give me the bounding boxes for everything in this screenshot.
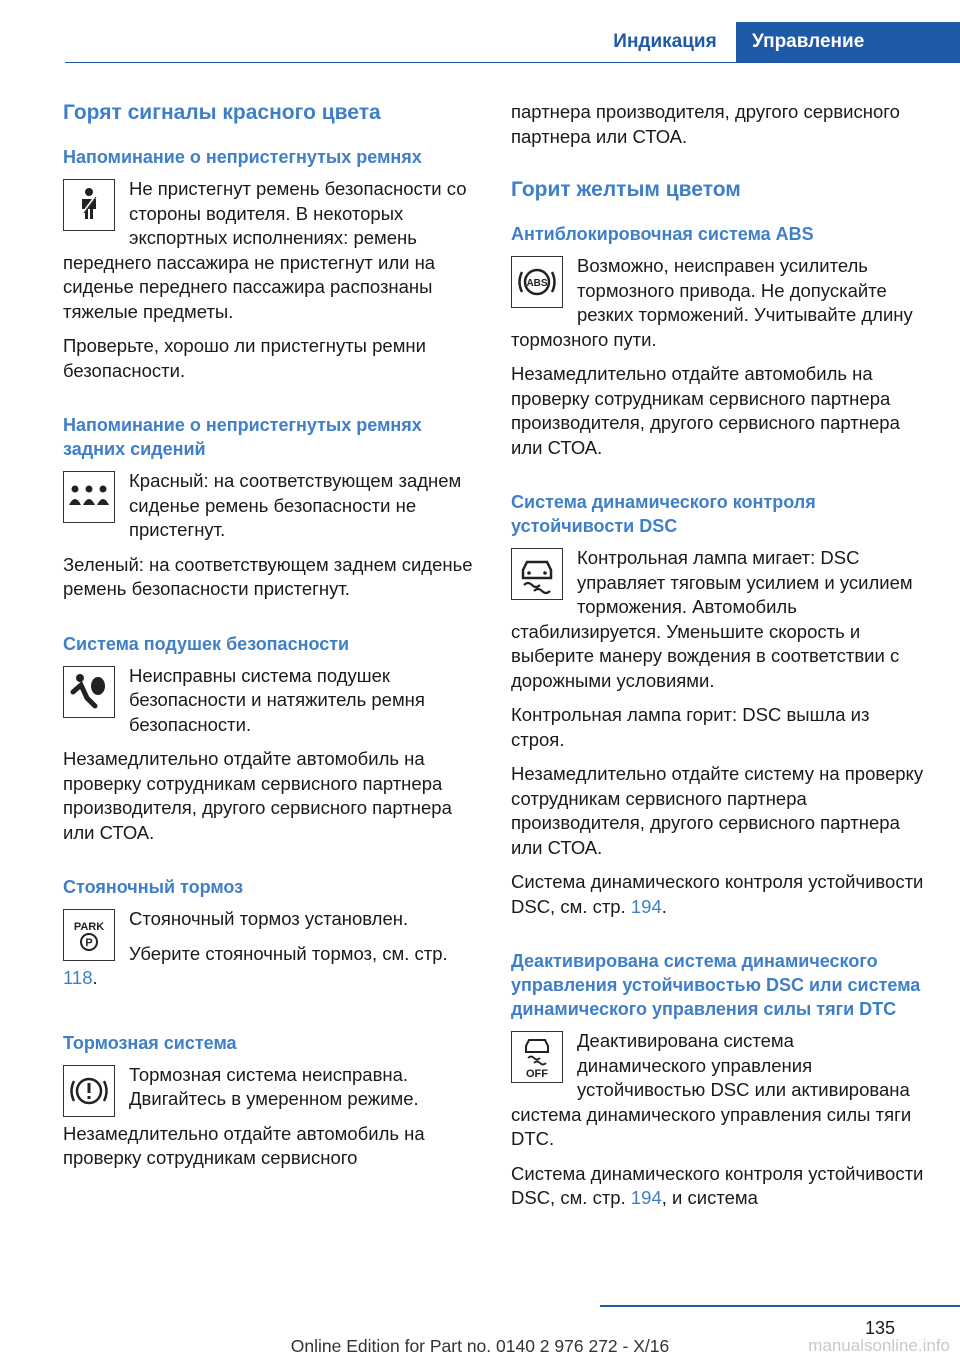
heading-airbag: Система подушек безопасности bbox=[63, 633, 350, 654]
edition-footer: Online Edition for Part no. 0140 2 976 272 - X/16 bbox=[290, 1336, 670, 1356]
parking-brake-text-1: Стояночный тормоз установлен. bbox=[129, 908, 409, 929]
dsc-off-ref-end: , и система bbox=[661, 1187, 758, 1208]
seatbelt-text-2: Проверьте, хорошо ли пристегнуты ремни безопасности. bbox=[63, 335, 426, 381]
dsc-off-text-1: Деактивирована система динамического управления устойчивостью DSC или активирована система динамического управления силы тяги DTC. bbox=[511, 1030, 912, 1149]
heading-brake-system: Тормозная система bbox=[63, 1032, 237, 1053]
abs-text-1: Возможно, неисправен усилитель тормозного привода. Не допускайте резких торможений. Учитывайте длину тормозного пути. bbox=[511, 255, 913, 350]
airbag-icon bbox=[63, 666, 115, 718]
rear-seatbelts-icon bbox=[63, 471, 115, 523]
dsc-off-ref-text: Система динамического контроля устойчивости DSC, см. стр. bbox=[511, 1162, 924, 1208]
dsc-off-icon bbox=[511, 1031, 563, 1083]
footer-rule bbox=[600, 1305, 960, 1307]
parking-brake-icon bbox=[63, 909, 115, 961]
parking-brake-ref-text: Уберите стояночный тормоз, см. стр. bbox=[129, 942, 448, 964]
heading-seatbelt: Напоминание о непристегнутых ремнях bbox=[63, 147, 422, 167]
dsc-ref-end: . bbox=[661, 895, 667, 917]
heading-abs: Антиблокировочная система ABS bbox=[511, 224, 814, 244]
heading-parking-brake: Стояночный тормоз bbox=[63, 877, 244, 897]
rear-seatbelts-text-1: Красный: на соответствующем заднем сиденье ремень безопасности не пристегнут. bbox=[129, 470, 462, 540]
page-link-194[interactable]: 194 bbox=[630, 895, 662, 917]
svg-text:P: P bbox=[85, 937, 93, 949]
left-column bbox=[63, 100, 478, 1181]
abs-icon-text: ABS bbox=[526, 278, 548, 289]
page-link-194-b[interactable]: 194 bbox=[630, 1187, 662, 1208]
heading-dsc-off: Деактивирована система динамического управления устойчивостью DSC или система динамического управления силы тяги DTC bbox=[511, 951, 921, 1019]
seatbelt-icon bbox=[63, 179, 115, 231]
parking-brake-text-2 bbox=[63, 942, 478, 991]
airbag-text-1: Неисправны система подушек безопасности и натяжитель ремня безопасности. bbox=[129, 664, 425, 735]
rear-seatbelts-text-2: Зеленый: на соответствующем заднем сиденье ремень безопасности пристегнут. bbox=[63, 553, 473, 599]
seatbelt-text-1: Не пристегнут ремень безопасности со стороны водителя. В некоторых экспортных исполнениях: ремень переднего пассажира не пристегнут или на сиденье переднего пассажира распознаны тяжелые предметы. bbox=[63, 178, 467, 322]
dsc-text-2: Контрольная лампа горит: DSC вышла из строя. bbox=[511, 704, 870, 750]
page-number: 135 bbox=[864, 1318, 895, 1338]
tab-indication[interactable]: Индикация bbox=[613, 31, 717, 52]
dsc-text-1: Контрольная лампа мигает: DSC управляет тяговым усилием и усилием торможения. Автомобиль стабилизируется. Уменьшите скорость и выберите манеру вождения в соответствии с дорожными условиями. bbox=[511, 547, 913, 691]
brake-system-text-2: Незамедлительно отдайте автомобиль на проверку сотрудникам сервисного bbox=[63, 1122, 425, 1168]
dsc-text-4 bbox=[511, 870, 926, 919]
heading-dsc: Система динамического контроля устойчивости DSC bbox=[511, 492, 816, 536]
dsc-icon bbox=[511, 548, 563, 600]
dsc-ref-text: Система динамического контроля устойчивости DSC, см. стр. bbox=[511, 871, 924, 917]
abs-text-2: Незамедлительно отдайте автомобиль на проверку сотрудникам сервисного партнера производителя, другого сервисного партнера или СТОА. bbox=[511, 363, 900, 458]
watermark: manualsonline.info bbox=[808, 1336, 950, 1355]
section-title-red: Горят сигналы красного цвета bbox=[63, 101, 381, 124]
airbag-text-2: Незамедлительно отдайте автомобиль на проверку сотрудникам сервисного партнера производителя, другого сервисного партнера или СТОА. bbox=[63, 748, 452, 843]
heading-rear-seatbelts: Напоминание о непристегнутых ремнях задних сидений bbox=[63, 415, 422, 459]
brake-system-text-1: Тормозная система неисправна. Двигайтесь в умеренном режиме. bbox=[129, 1063, 419, 1109]
header-rule bbox=[65, 62, 960, 63]
page-link-118[interactable]: 118 bbox=[63, 967, 93, 988]
section-title-yellow: Горит желтым цветом bbox=[511, 178, 741, 201]
abs-icon bbox=[511, 256, 563, 308]
off-icon-text: OFF bbox=[526, 1068, 548, 1079]
tab-control[interactable]: Управление bbox=[736, 22, 960, 62]
dsc-off-text-2 bbox=[511, 1162, 926, 1211]
parking-brake-ref-end: . bbox=[92, 967, 98, 988]
right-column bbox=[511, 100, 926, 1221]
brake-warning-icon bbox=[63, 1065, 115, 1117]
continued-text: партнера производителя, другого сервисного партнера или СТОА. bbox=[511, 101, 900, 147]
dsc-text-3: Незамедлительно отдайте систему на проверку сотрудникам сервисного партнера производителя, другого сервисного партнера или СТОА. bbox=[511, 763, 924, 858]
park-icon-text: PARK bbox=[73, 921, 105, 933]
